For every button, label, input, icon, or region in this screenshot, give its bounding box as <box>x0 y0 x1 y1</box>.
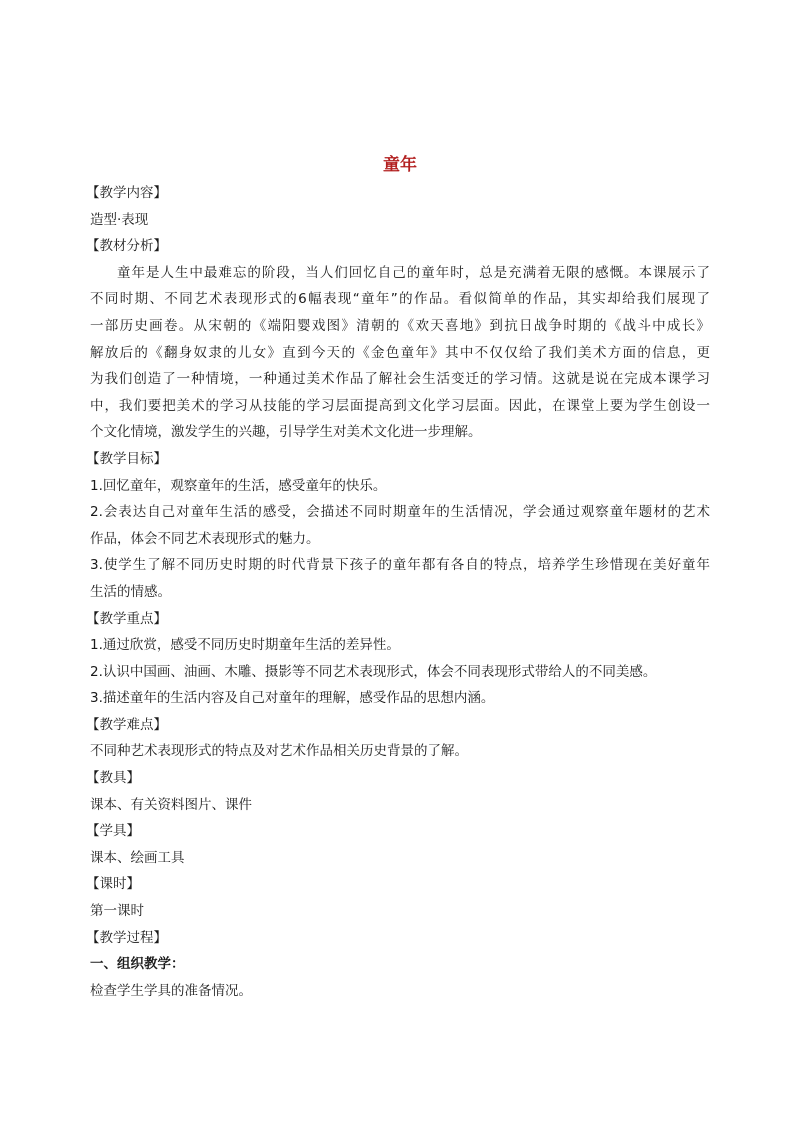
section-heading-analysis: 【教材分析】 <box>86 238 167 255</box>
goal-item: 3.使学生了解不同历史时期的时代背景下孩子的童年都有各自的特点，培养学生珍惜现在美好童年 <box>90 557 710 574</box>
difficulty-text: 不同种艺术表现形式的特点及对艺术作品相关历史背景的了解。 <box>90 743 468 760</box>
key-point-item: 1.通过欣赏，感受不同历史时期童年生活的差异性。 <box>90 637 400 654</box>
analysis-paragraph-line: 为我们创造了一种情境，一种通过美术作品了解社会生活变迁的学习情。这就是说在完成本课学习 <box>90 371 710 388</box>
analysis-paragraph-line: 童年是人生中最难忘的阶段，当人们回忆自己的童年时，总是充满着无限的感慨。本课展示了 <box>117 264 710 281</box>
analysis-paragraph-line: 不同时期、不同艺术表现形式的6幅表现“童年”的作品。看似简单的作品，其实却给我们展现了 <box>90 291 710 308</box>
goal-item: 1.回忆童年，观察童年的生活，感受童年的快乐。 <box>90 477 387 494</box>
learning-tools-text: 课本、绘画工具 <box>90 849 185 866</box>
process-step-text: 检查学生学具的准备情况。 <box>90 982 252 999</box>
goal-item-continuation: 作品，体会不同艺术表现形式的魅力。 <box>90 530 320 547</box>
section-heading-teaching-aids: 【教具】 <box>86 770 140 787</box>
analysis-paragraph-line: 中，我们要把美术的学习从技能的学习层面提高到文化学习层面。因此，在课堂上要为学生创设一 <box>90 397 710 414</box>
teaching-aids-text: 课本、有关资料图片、课件 <box>90 796 252 813</box>
analysis-paragraph-line: 个文化情境，激发学生的兴趣，引导学生对美术文化进一步理解。 <box>90 424 482 441</box>
key-point-item: 3.描述童年的生活内容及自己对童年的理解，感受作品的思想内涵。 <box>90 690 495 707</box>
section-heading-content: 【教学内容】 <box>86 185 167 201</box>
key-point-item: 2.认识中国画、油画、木雕、摄影等不同艺术表现形式，体会不同表现形式带给人的不同美感。 <box>90 663 657 680</box>
analysis-paragraph-line: 解放后的《翻身奴隶的儿女》直到今天的《金色童年》其中不仅仅给了我们美术方面的信息，更 <box>90 344 710 361</box>
class-hours-text: 第一课时 <box>90 903 144 920</box>
goal-item-continuation: 生活的情感。 <box>90 583 171 600</box>
section-heading-teaching-process: 【教学过程】 <box>86 929 167 946</box>
analysis-paragraph-line: 一部历史画卷。从宋朝的《端阳婴戏图》清朝的《欢天喜地》到抗日战争时期的《战斗中成长》 <box>90 317 710 334</box>
document-page <box>86 150 710 1004</box>
document-title: 童年 <box>383 155 417 175</box>
content-text: 造型·表现 <box>90 211 149 228</box>
goal-item: 2.会表达自己对童年生活的感受，会描述不同时期童年的生活情况，学会通过观察童年题材的艺术 <box>90 504 710 521</box>
section-heading-difficulties: 【教学难点】 <box>86 716 167 733</box>
process-step-heading: 一、组织教学： <box>90 956 185 973</box>
section-heading-key-points: 【教学重点】 <box>86 610 167 627</box>
section-heading-class-hours: 【课时】 <box>86 876 140 893</box>
section-heading-learning-tools: 【学具】 <box>86 823 140 840</box>
section-heading-goals: 【教学目标】 <box>86 450 167 467</box>
